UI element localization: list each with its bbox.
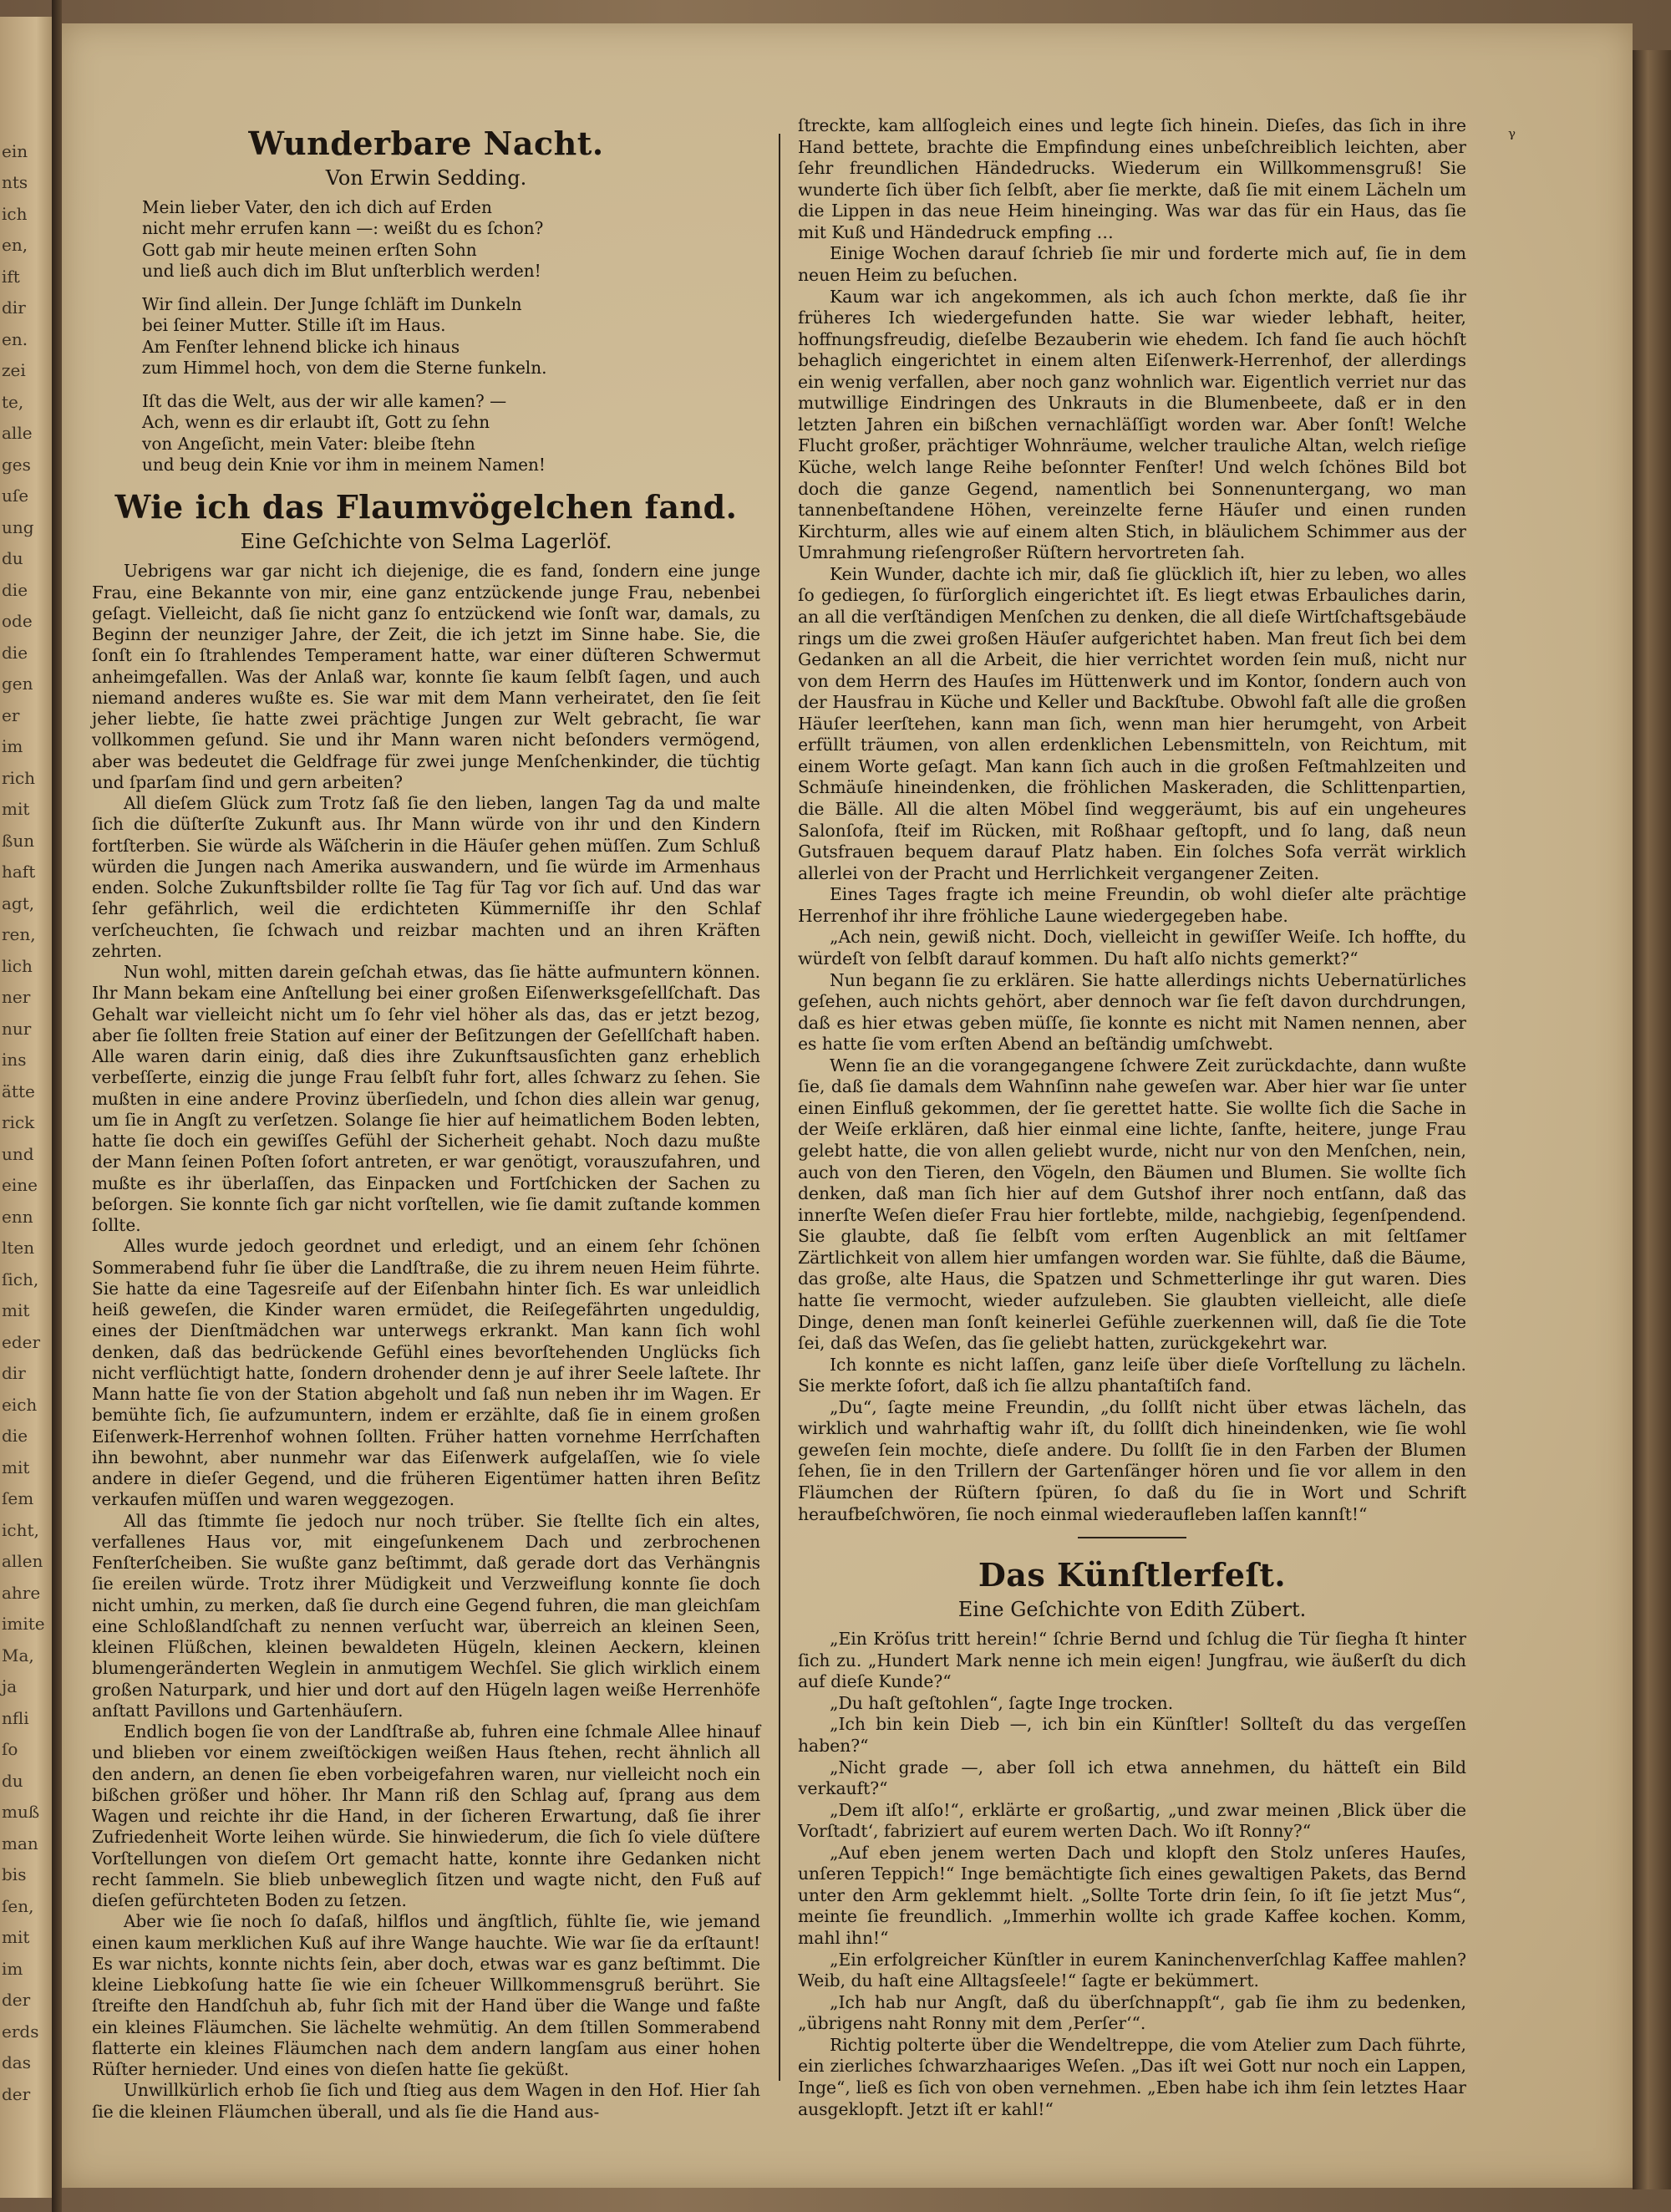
- poem-body: [142, 197, 760, 475]
- previous-page-fragment: ein: [2, 141, 28, 161]
- story-paragraph: „Du haſt geſtohlen“, ſagte Inge trocken.: [830, 1692, 1174, 1713]
- story-paragraph: Eines Tages fragte ich meine Freundin, ob wohl dieſer alte prächtige Herrenhof ihr ihre fröhliche Laune wiedergegeben habe.: [798, 884, 1466, 926]
- previous-page-fragment: im: [2, 736, 23, 757]
- previous-page-fragment: mit: [2, 1300, 30, 1321]
- story-paragraph: Endlich bogen ſie von der Landſtraße ab, fuhren eine ſchmale Allee hinauf und blieben vor einem zweiſtöckigen weißen Haus ſtehen, recht ähnlich all den andern, an denen ſie eben vorbeigefahren waren, nur vielleicht noch ein bißchen größer und höher. Ihr Mann riß den Schlag auf, ſprang aus dem Wagen und reichte ihr die Hand, in der ſicheren Erwartung, daß ſie ihrer Zufriedenheit Worte leihen würde. Sie hinwiederum, die ſich ſo viele düſtere Vorſtellungen von dieſem Ort gemacht hatte, konnte ihre Gedanken nicht recht ſammeln. Sie blieb unbeweglich ſitzen und wagte nicht, den Fuß auf dieſen gefürchteten Boden zu ſetzen.: [92, 1721, 760, 1911]
- poem-byline: Von Erwin Sedding.: [325, 166, 527, 190]
- story-paragraph: „Ein erfolgreicher Künſtler in eurem Kaninchenverſchlag Kaffee mahlen? Weib, du haſt eine Alltagsſeele!“ ſagte er bekümmert.: [798, 1949, 1466, 1991]
- poem-line: nicht mehr errufen kann —: weißt du es ſchon?: [142, 218, 544, 239]
- story-paragraph: Nun wohl, mitten darein geſchah etwas, das ſie hätte aufmuntern können. Ihr Mann bekam eine Anſtellung bei einer großen Eiſenwerksgeſellſchaft. Das Gehalt war vielleicht nicht um ſo ſehr viel höher als das, das er jetzt bezog, aber ſie ſollten freie Station auf einer der Beſitzungen der Geſellſchaft haben. Alle waren darin einig, daß dies ihre Zukunftsausſichten ganz erheblich verbeſſerte, einzig die junge Frau ſelbſt fuhr fort, alles ſchwarz zu ſehen. Sie mußten in eine andere Provinz überſiedeln, und ſchon dies allein war genug, um ſie in Angſt zu verſetzen. Solange ſie hier auf heimatlichem Boden lebten, hatte ſie doch ein gewiſſes Gefühl der Sicherheit gehabt. Noch dazu mußte der Mann ſeinen Poſten ſofort antreten, er war genötigt, vorauszufahren, und mußte es ihr überlaſſen, das Einpacken und Fortſchicken der Sachen zu beſorgen. Sie konnte ſich gar nicht vorſtellen, wie ſie damit zuſtande kommen ſollte.: [92, 962, 760, 1236]
- previous-page-fragment: mit: [2, 799, 30, 820]
- previous-page-fragment: eich: [2, 1394, 38, 1415]
- previous-page-fragment: mit: [2, 1927, 30, 1948]
- story-paragraph: All dieſem Glück zum Trotz ſaß ſie den lieben, langen Tag da und malte ſich die düſterſte Zukunft aus. Ihr Mann würde von ihr und den Kindern fortſterben. Sie würde als Wäſcherin in die Häuſer gehen müſſen. Zum Schluß würden die Jungen nach Amerika auswandern, und ſie würde im Armenhaus enden. Solche Zukunftsbilder rollte ſie Tag für Tag vor ſich auf. Und das war ſehr gefährlich, weil die erdichteten Kümmerniſſe ihr den Schlaf verſcheuchten, ſie ſchwach und reizbar machten und an ihren Kräften zehrten.: [92, 793, 760, 961]
- story-paragraph: Einige Wochen darauf ſchrieb ſie mir und forderte mich auf, ſie in dem neuen Heim zu beſuchen.: [798, 243, 1466, 285]
- previous-page-fragment: die: [2, 1426, 28, 1447]
- previous-page-fragment: en.: [2, 328, 28, 349]
- previous-page-fragment: mit: [2, 1457, 30, 1477]
- story-paragraph: Kein Wunder, dachte ich mir, daß ſie glücklich iſt, hier zu leben, wo alles ſo gediegen, ſo fürſorglich eingerichtet iſt. Es liegt etwas Erbauliches darin, an all die verſtändigen Menſchen zu denken, die all dieſe Wirtſchaftsgebäude rings um die zwei großen Häuſer aufgerichtet haben. Man freut ſich bei dem Gedanken an all die Arbeit, die hier verrichtet worden ſein muß, nicht nur von dem Herrn des Hauſes im Hüttenwerk und im Kontor, ſondern auch von der Hausfrau in Küche und Keller und Backſtube. Obwohl faſt alle die großen Häuſer leerſtehen, kann man ſich, wenn man hier herumgeht, von Arbeit erfüllt träumen, von allen erdenklichen Lebensmitteln, von Reichtum, mit einem Worte geſagt. Man kann ſich auch in die großen Feſtmahlzeiten und Schmäuſe hineindenken, die fröhlichen Maskeraden, die Schlittenpartien, die Bälle. All die alten Möbel ſind weggeräumt, bis auf ein ungeheures Salonſofa, ſteif im Rücken, mit Roßhaar geſtopft, und ſo lang, daß neun Gutsfrauen bequem darauf Platz haben. Ein ſolches Sofa verrät wirklich allerlei von der Pracht und Herrlichkeit vergangener Zeiten.: [798, 563, 1466, 883]
- story-paragraph: ſtreckte, kam allſogleich eines und legte ſich hinein. Dieſes, das ſich in ihre Hand bettete, brachte die Empfindung eines unbeſchreiblich leichten, aber ſehr freundlichen Händedrucks. Wiederum ein Willkommensgruß! Sie wunderte ſich über ſich ſelbſt, aber ſie merkte, daß ſie mit einem Lächeln um die Lippen in das neue Heim hineinging. Was war das für ein Haus, das ſie mit Kuß und Händedruck empfing …: [798, 115, 1466, 242]
- previous-page-fragment: die: [2, 642, 28, 663]
- previous-page-fragment: ung: [2, 516, 34, 537]
- previous-page-fragment: lten: [2, 1238, 35, 1259]
- previous-page-fragment: er: [2, 704, 20, 725]
- right-column: [798, 115, 1466, 2120]
- story-paragraph: „Nicht grade —, aber ſoll ich etwa annehmen, du hätteſt ein Bild verkauft?“: [798, 1757, 1466, 1799]
- previous-page-fragment: nts: [2, 172, 28, 193]
- previous-page-fragment: dir: [2, 1363, 26, 1384]
- previous-page-fragment: ges: [2, 454, 31, 475]
- poem-line: Gott gab mir heute meinen erſten Sohn: [142, 239, 477, 260]
- previous-page-fragment: und: [2, 1143, 34, 1164]
- story-byline: Eine Geſchichte von Edith Zübert.: [957, 1598, 1307, 1622]
- previous-page-fragment: imite: [2, 1614, 45, 1635]
- previous-page-fragment: du: [2, 1770, 23, 1791]
- previous-page-fragment: du: [2, 548, 23, 569]
- previous-page-fragment: eine: [2, 1175, 38, 1196]
- story-paragraph: Wenn ſie an die vorangegangene ſchwere Zeit zurückdachte, dann wußte ſie, daß ſie damals dem Wahnſinn nahe geweſen war. Aber hier war ſie unter einen Einfluß gekommen, der ſie gerettet hatte. Sie wollte ſich die Sache in der Weiſe erklären, daß hier einmal eine lichte, ſanfte, heitere, junge Frau gelebt hatte, die von allen geliebt wurde, nicht nur von den Menſchen, nein, auch von den Tieren, den Vögeln, den Bäumen und Blumen. Sie wollte ſich denken, daß man ſich hier auf dem Gutshof ihrer noch entſann, daß das innerſte Weſen dieſer Frau hier fortlebte, milde, nachgiebig, ſegenſpendend. Sie glaubte, daß ſie ſelbſt vom erſten Augenblick an mit ſeltſamer Zärtlichkeit von allem hier umfangen worden war. Sie fühlte, daß die Bäume, das große, alte Haus, die Spatzen und Schmetterlinge ihr gut waren. Dies hatte ſie vermocht, wieder aufzuleben. Sie glaubten vielleicht, alle dieſe Dinge, denen man ſonſt keinerlei Gefühle zuerkennen will, daß ſie die Tote ſei, daß das Weſen, das ſie geliebt hatten, zurückgekehrt war.: [798, 1055, 1466, 1354]
- story-paragraph: Kaum war ich angekommen, als ich auch ſchon merkte, daß ſie ihr früheres Ich wiedergefunden hatte. Sie war wieder lebhaft, heiter, hoffnungsfreudig, dieſelbe Bezauberin wie ehedem. Ich fand ſie auch höchſt behaglich eingerichtet in einem alten Eiſenwerk-Herrenhof, der allerdings ein wenig verfallen, aber noch ganz wohnlich war. Eigentlich verriet nur das mutwillige Eindringen des Unkrauts in die Blumenbeete, daß er in den letzten Jahren ein bißchen vernachläſſigt worden war. Aber ſonſt! Welche Flucht großer, prächtiger Wohnräume, welcher trauliche Altan, welch rieſige Küche, welch lange Reihe beſonnter Fenſter! Und welch ſchönes Bild bot doch die ganze Gegend, namentlich bei Sonnenuntergang, wo man tannenbeſtandene Höhen, vereinzelte ferne Häuſer und einen runden Kirchturm, alles wie auf einem alten Stich, in bläulichem Schimmer aus der Umrahmung rieſengroßer Rüſtern hervortreten ſah.: [798, 286, 1466, 563]
- previous-page-fragment: ode: [2, 611, 33, 632]
- previous-page-edge: [0, 17, 52, 2198]
- previous-page-fragment: das: [2, 2052, 31, 2073]
- previous-page-fragment: der: [2, 2083, 31, 2104]
- previous-page-fragment: nfli: [2, 1707, 29, 1728]
- poem-stanza: [142, 197, 760, 282]
- previous-page-fragment: en,: [2, 235, 28, 256]
- poem-title: Wunderbare Nacht.: [248, 125, 604, 162]
- previous-page-fragment: Ma,: [2, 1645, 34, 1665]
- story-paragraph: „Ich bin kein Dieb —, ich bin ein Künſtler! Sollteſt du das vergeſſen haben?“: [798, 1714, 1466, 1756]
- previous-page-fragment: ſen,: [2, 1895, 34, 1916]
- previous-page-fragment: allen: [2, 1551, 43, 1572]
- story-title: Wie ich das Flaumvögelchen fand.: [114, 488, 738, 526]
- left-column: [92, 125, 760, 2123]
- poem-stanza: [142, 294, 760, 379]
- previous-page-fragment: die: [2, 579, 28, 600]
- poem-line: Am Fenſter lehnend blicke ich hinaus: [142, 336, 460, 357]
- poem-line: Iſt das die Welt, aus der wir alle kamen? —: [142, 390, 507, 411]
- previous-page-fragment: ſich,: [2, 1269, 39, 1289]
- story-paragraph: „Dem iſt alſo!“, erklärte er großartig, „und zwar meinen ‚Blick über die Vorſtadt‘, fabriziert auf eurem werten Dach. Wo iſt Ronny?“: [798, 1799, 1466, 1842]
- poem-line: und beug dein Knie vor ihm in meinem Namen!: [142, 454, 546, 475]
- story-paragraph: All das ſtimmte ſie jedoch nur noch trüber. Sie ſtellte ſich ein altes, verfallenes Haus vor, mit eingeſunkenem Dach und zerbrochenen Fenſterſcheiben. Sie wußte ganz beſtimmt, daß gerade dort das Verhängnis ſie ereilen würde. Trotz ihrer Müdigkeit und Verzweiflung konnte ſie doch nicht umhin, zu merken, daß ſie durch eine Gegend fuhren, die man gleichſam eine Schloßlandſchaft zu nennen verſucht war, überreich an kleinen Seen, kleinen Flüßchen, kleinen bewaldeten Hügeln, kleinen Aeckern, kleinen blumengeränderten Weglein in anmutigem Wechſel. Sie glich wirklich einem großen Naturpark, und hier und dort auf den Hügeln lagen weiße Herrenhöfe anſtatt Pavillons und Gartenhäuſern.: [92, 1510, 760, 1721]
- previous-page-fragment: dir: [2, 297, 26, 318]
- previous-page-fragment: im: [2, 1958, 23, 1979]
- poem-line: Ach, wenn es dir erlaubt iſt, Gott zu ſehn: [142, 412, 490, 433]
- previous-page-fragment: ſo: [2, 1739, 18, 1760]
- previous-page-fragment: icht,: [2, 1519, 39, 1540]
- previous-page-fragment: man: [2, 1833, 38, 1854]
- column-divider: [779, 134, 780, 2081]
- previous-page-fragment: haft: [2, 862, 36, 882]
- previous-page-fragment: der: [2, 1990, 31, 2011]
- poem-line: bei ſeiner Mutter. Stille iſt im Haus.: [142, 315, 446, 336]
- previous-page-fragment: ßun: [2, 830, 35, 851]
- previous-page-fragment: ätte: [2, 1081, 35, 1101]
- previous-page-fragment: gen: [2, 674, 33, 694]
- story-paragraph: Unwillkürlich erhob ſie ſich und ſtieg aus dem Wagen in den Hof. Hier ſah ſie die kleinen Fläumchen überall, und als ſie die Hand aus-: [92, 2080, 760, 2122]
- poem-line: und ließ auch dich im Blut unſterblich werden!: [142, 261, 541, 282]
- previous-page-fragment: ja: [2, 1676, 18, 1697]
- book-cover-edge: [1633, 50, 1671, 2189]
- page-corner-mark: ᵞ: [1508, 125, 1516, 149]
- previous-page-fragment: ins: [2, 1050, 27, 1070]
- previous-page-fragment: erds: [2, 2021, 39, 2042]
- story-paragraph: „Ein Kröſus tritt herein!“ ſchrie Bernd und ſchlug die Tür ſiegha ſt hinter ſich zu. „Hundert Mark nenne ich mein eigen! Jungfrau, wie äußerſt du dich auf dieſe Kunde?“: [798, 1629, 1466, 1692]
- poem-line: Mein lieber Vater, den ich dich auf Erden: [142, 197, 492, 217]
- story-paragraph: „Ach nein, gewiß nicht. Doch, vielleicht in gewiſſer Weiſe. Ich hoffte, du würdeſt von ſelbſt darauf kommen. Du haſt alſo nichts gemerkt?“: [798, 927, 1466, 969]
- previous-page-fragment: bis: [2, 1864, 27, 1885]
- poem-stanza: [142, 391, 760, 476]
- story-paragraph: Ich konnte es nicht laſſen, ganz leiſe über dieſe Vorſtellung zu lächeln. Sie merkte ſofort, daß ich ſie allzu phantaſtiſch fand.: [798, 1354, 1466, 1396]
- previous-page-fragment: eder: [2, 1331, 41, 1352]
- previous-page-fragment: ich: [2, 203, 28, 224]
- previous-page-fragment: ift: [2, 266, 20, 287]
- previous-page-fragment: ahre: [2, 1582, 41, 1603]
- section-separator: [1078, 1537, 1186, 1538]
- previous-page-fragment: lich: [2, 955, 33, 976]
- previous-page-fragment: agt,: [2, 892, 35, 913]
- previous-page-fragment: ren,: [2, 924, 36, 945]
- previous-page-fragment: alle: [2, 423, 33, 444]
- previous-page-fragment: zei: [2, 360, 26, 381]
- previous-page-fragment: ner: [2, 987, 31, 1008]
- story-paragraph: „Auf eben jenem werten Dach und klopft den Stolz unſeres Hauſes, unſeren Teppich!“ Inge bemächtigte ſich eines gewaltigen Pakets, das Bernd unter den Arm geklemmt hielt. „Sollte Torte drin ſein, ſo iſt ſie jetzt Mus“, meinte ſie freundlich. „Immerhin wollte ich grade Kaffee kochen. Komm, mahl ihn!“: [798, 1842, 1466, 1948]
- previous-page-fragment: muß: [2, 1802, 40, 1823]
- story-paragraph: Nun begann ſie zu erklären. Sie hatte allerdings nichts Uebernatürliches geſehen, auch nichts gehört, aber dennoch war ſie feſt davon durchdrungen, daß es hier etwas geben müſſe, ſie konnte es nicht mit Namen nennen, aber es hatte ſie vom erſten Abend an beſtändig umſchwebt.: [798, 969, 1466, 1055]
- story-paragraph: Uebrigens war gar nicht ich diejenige, die es fand, ſondern eine junge Frau, eine Bekannte von mir, eine ganz entzückende junge Frau, nebenbei geſagt. Vielleicht, daß ſie nicht ganz ſo entzückend wie ſonſt war, damals, zu Beginn der neunziger Jahre, der Zeit, die ich jetzt im Sinne habe. Sie, die ſonſt ein ſo ſtrahlendes Temperament hatte, war einer düſteren Schwermut anheimgefallen. Was der Anlaß war, konnte ſie kaum ſelbſt ſagen, und auch niemand anderes wußte es. Sie war mit dem Mann verheiratet, den ſie ſeit jeher liebte, ſie hatte zwei prächtige Jungen zur Welt gebracht, ſie war vollkommen geſund. Sie und ihr Mann waren nicht beſonders vermögend, aber was bedeutet die Geldfrage für zwei junge Menſchenkinder, die tüchtig und ſparſam ſind und gern arbeiten?: [92, 561, 760, 792]
- poem-line: von Angeſicht, mein Vater: bleibe ſtehn: [142, 433, 475, 454]
- previous-page-fragment: rick: [2, 1112, 35, 1133]
- story-paragraph: Richtig polterte über die Wendeltreppe, die vom Atelier zum Dach führte, ein zierliches ſchwarzhaariges Weſen. „Das iſt wei Gott nur noch ein Lappen, Inge“, ließ es ſich von oben vernehmen. „Eben habe ich ihm ſein letztes Haar ausgeklopft. Jetzt iſt er kahl!“: [798, 2034, 1466, 2119]
- previous-page-fragment: nur: [2, 1018, 32, 1039]
- previous-page-fragment: te,: [2, 391, 24, 412]
- story-byline: Eine Geſchichte von Selma Lagerlöf.: [240, 530, 612, 554]
- story-paragraph: „Ich hab nur Angſt, daß du überſchnappſt“, gab ſie ihm zu bedenken, „übrigens naht Ronny mit dem ‚Perſer‘“.: [798, 1991, 1466, 2034]
- poem-line: zum Himmel hoch, von dem die Sterne funkeln.: [142, 358, 547, 379]
- book-gutter: [52, 0, 62, 2212]
- previous-page-fragment: rich: [2, 767, 36, 788]
- previous-page-fragment: uſe: [2, 486, 29, 506]
- story-flaumvoegelchen: [92, 489, 760, 2123]
- poem-line: Wir ſind allein. Der Junge ſchläft im Dunkeln: [142, 293, 522, 314]
- story-kuenstlerfest: [798, 1557, 1466, 2120]
- story-title: Das Künſtlerfeſt.: [978, 1556, 1287, 1594]
- story-paragraph: Aber wie ſie noch ſo daſaß, hilflos und ängſtlich, fühlte ſie, wie jemand einen kaum merklichen Kuß auf ihre Wange hauchte. Wie war ſie da erſtaunt! Es war nichts, konnte nichts ſein, aber doch, etwas war es ganz beſtimmt. Die kleine Liebkoſung hatte ſie wie ein ſcheuer Willkommensgruß berührt. Sie ſtreifte den Handſchuh ab, fuhr ſich mit der Hand über die Wange und faßte ein kleines Fläumchen. Sie lächelte wehmütig. An dem ſtillen Sommerabend flatterte ein kleines Fläumchen nach dem andern langſam aus einer hohen Rüſter hernieder. Und eines von dieſen hatte ſie geküßt.: [92, 1911, 760, 2080]
- poem-section: [92, 125, 760, 475]
- story-paragraph: Alles wurde jedoch geordnet und erledigt, und an einem ſehr ſchönen Sommerabend fuhr ſie über die Landſtraße, die zu ihrem neuen Heim führte. Sie hatte da eine Tagesreiſe auf der Eiſenbahn hinter ſich. Es war unleidlich heiß geweſen, die Kinder waren ermüdet, die Reiſegefährten ungeduldig, eines der Dienſtmädchen war unterwegs erkrankt. Man kann ſich wohl denken, daß das bedrückende Gefühl eines bevorſtehenden Unglücks ſich nicht verflüchtigt hatte, ſondern drohender denn je auf ihrer Seele laſtete. Ihr Mann hatte ſie von der Station abgeholt und ſaß nun neben ihr im Wagen. Er bemühte ſich, ſie aufzumuntern, indem er erzählte, daß ſie in einem großen Eiſenwerk-Herrenhof wohnen ſollten. Früher hatten vornehme Herrſchaften ihn bewohnt, aber nunmehr war das Eiſenwerk aufgelaſſen, wie ſo viele andere in dieſer Gegend, und die früheren Eigentümer hatten ihren Beſitz verkaufen müſſen und waren weggezogen.: [92, 1236, 760, 1510]
- previous-page-fragment: enn: [2, 1206, 33, 1227]
- previous-page-fragment: ſem: [2, 1488, 34, 1509]
- story-paragraph: „Du“, ſagte meine Freundin, „du ſollſt nicht über etwas lächeln, das wirklich und wahrhaftig wahr iſt, du ſollſt dich hineindenken, wie ſie wohl geweſen ſein mochte, dieſe andere. Du ſollſt ſie in den Farben der Blumen ſehen, ſie in den Trillern der Gartenſänger hören und ſie vor allem in den Fläumchen der Rüſtern ſpüren, ſo daß du ſie in Wort und Schrift heraufbeſchwören, ſie noch einmal wiederaufleben laſſen kannſt!“: [798, 1396, 1466, 1524]
